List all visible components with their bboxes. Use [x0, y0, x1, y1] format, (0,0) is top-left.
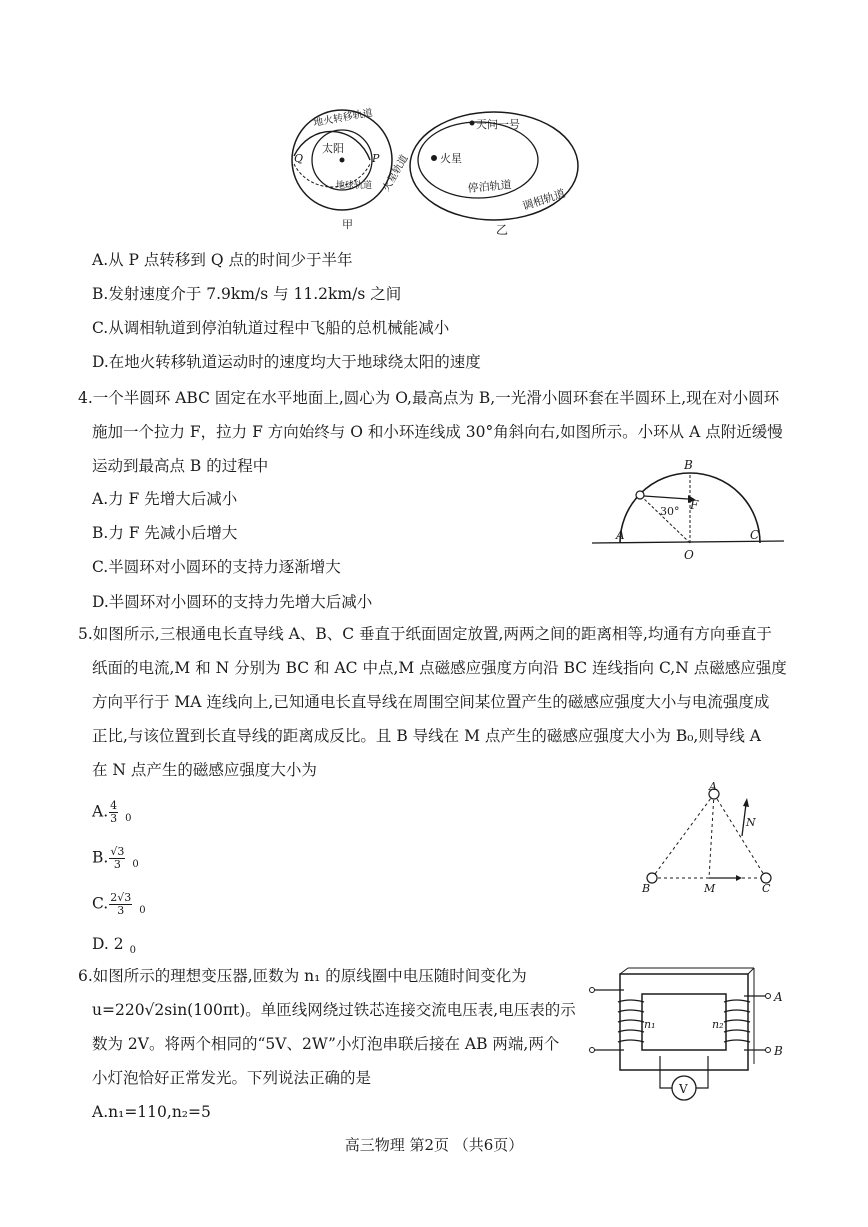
semicircle-figure — [588, 455, 788, 565]
primary-terminal-bottom — [590, 1048, 595, 1053]
label-b: B — [684, 458, 693, 472]
q5-option-b-prefix: B. — [92, 848, 109, 867]
yi-parking-label: 停泊轨道 — [467, 178, 513, 195]
q4-stem-line-2: 施加一个拉力 F，拉力 F 方向始终与 O 和小环连线成 30°角斜向右,如图所示。小环从 A 点附近缓慢 — [92, 423, 783, 441]
jia-point-p: P — [372, 152, 380, 165]
q5-option-b — [92, 846, 139, 875]
core-depth-2 — [748, 968, 754, 974]
q5-stem-line-4: 正比,与该位置到长直导线的距离成反比。且 B 导线在 M 点产生的磁感应强度大小为 B₀,则导线 A — [92, 727, 761, 745]
primary-coil — [618, 1000, 644, 1042]
jia-point-q: Q — [294, 152, 304, 165]
q5-option-c-fraction — [109, 892, 132, 917]
field-m-arrowhead — [736, 875, 742, 881]
yi-probe-label: 天问一号 — [476, 118, 520, 131]
transformer-figure — [584, 966, 784, 1106]
q5-option-a-num: 4 — [110, 799, 118, 812]
voltmeter-label: V — [679, 1082, 688, 1096]
yi-phasing-label: 调相轨道 — [520, 186, 567, 213]
page-footer: 高三物理 第2页 （共6页） — [344, 1136, 524, 1154]
label-b: B — [774, 1044, 783, 1058]
label-a: A — [774, 990, 783, 1004]
median-am — [709, 794, 714, 878]
q6-stem-line-2: u=220√2sin(100πt)。单匝线网绕过铁芯连接交流电压表,电压表的示 — [92, 1001, 576, 1019]
yi-mars-label: 火星 — [440, 152, 462, 165]
q5-option-a — [92, 800, 132, 829]
q5-option-c-num: 2√3 — [110, 891, 132, 904]
q5-stem-line-5: 在 N 点产生的磁感应强度大小为 — [92, 761, 317, 779]
q4-option-a: A.力 F 先增大后减小 — [92, 490, 238, 508]
label-a: A — [709, 782, 717, 793]
q4-stem-line-1: 4.一个半圆环 ABC 固定在水平地面上,圆心为 O,最高点为 B,一光滑小圆环套在半圆环上,现在对小圆环 — [78, 389, 780, 407]
q5-option-d — [92, 934, 136, 961]
q5-option-d-prefix: D. 2 — [92, 935, 124, 953]
q5-option-a-den: 3 — [110, 812, 118, 825]
core-depth-1 — [620, 968, 628, 974]
orbit-figure-jia — [284, 104, 424, 234]
edge-ac — [714, 794, 766, 878]
q5-option-b-den: 3 — [113, 858, 121, 871]
jia-earth-label: 地球轨道 — [336, 181, 373, 191]
probe-dot — [470, 121, 475, 126]
orbit-figure-yi — [406, 106, 586, 236]
q5-stem-line-1: 5.如图所示,三根通电长直导线 A、B、C 垂直于纸面固定放置,两两之间的距离相等,均通有方向垂直于 — [78, 625, 772, 643]
q4-option-c: C.半圆环对小圆环的支持力逐渐增大 — [92, 558, 341, 576]
q5-option-c-prefix: C. — [92, 894, 109, 913]
label-c: C — [750, 528, 760, 542]
q4-stem-line-3: 运动到最高点 B 的过程中 — [92, 457, 269, 475]
iron-core-outer — [620, 974, 748, 1070]
q5-stem-line-2: 纸面的电流,M 和 N 分别为 BC 和 AC 中点,M 点磁感应强度方向沿 BC 连线指向 C,N 点磁感应强度 — [92, 659, 787, 677]
q5-option-b-tail: 0 — [132, 858, 139, 870]
q6-stem-line-3: 数为 2V。将两个相同的“5V、2W”小灯泡串联后接在 AB 两端,两个 — [92, 1035, 560, 1053]
jia-transfer-label: 地火转移轨道 — [312, 107, 374, 129]
q6-stem-line-1: 6.如图所示的理想变压器,匝数为 n₁ 的原线圈中电压随时间变化为 — [78, 967, 527, 985]
label-angle: 30° — [660, 505, 680, 518]
jia-mars-label: 火星轨道 — [381, 153, 411, 194]
edge-ab — [652, 794, 714, 878]
q6-stem-line-4: 小灯泡恰好正常发光。下列说法正确的是 — [92, 1069, 372, 1087]
yi-caption: 乙 — [496, 223, 509, 236]
terminal-b — [766, 1048, 771, 1053]
label-a: A — [616, 528, 625, 542]
mars-dot — [431, 155, 437, 161]
secondary-coil — [724, 1000, 750, 1042]
q5-stem-line-3: 方向平行于 MA 连线向上,已知通电长直导线在周围空间某位置产生的磁感应强度大小与电流强度成 — [92, 693, 770, 711]
label-f: F — [690, 498, 699, 512]
label-m: M — [704, 882, 716, 895]
label-n: N — [746, 816, 756, 829]
label-c: C — [762, 882, 771, 895]
q5-option-c — [92, 892, 146, 921]
radius-o-ring — [640, 495, 690, 543]
q5-option-b-fraction — [109, 846, 125, 871]
q3-option-a: A.从 P 点转移到 Q 点的时间少于半年 — [92, 251, 353, 269]
q5-option-b-num: √3 — [110, 845, 125, 858]
label-n2: n₂ — [712, 1018, 724, 1031]
q5-option-a-prefix: A. — [92, 802, 109, 821]
q5-option-a-fraction — [109, 800, 118, 825]
triangle-wires-figure — [632, 782, 788, 900]
q5-option-c-tail: 0 — [139, 904, 146, 916]
q5-option-c-den: 3 — [117, 904, 125, 917]
terminal-a — [766, 994, 771, 999]
q5-option-d-tail: 0 — [129, 945, 136, 956]
q3-option-b: B.发射速度介于 7.9km/s 与 11.2km/s 之间 — [92, 285, 402, 303]
primary-terminal-top — [590, 988, 595, 993]
q3-option-c: C.从调相轨道到停泊轨道过程中飞船的总机械能减小 — [92, 319, 450, 337]
q3-option-d: D.在地火转移轨道运动时的速度均大于地球绕太阳的速度 — [92, 353, 481, 371]
jia-sun-label: 太阳 — [322, 142, 344, 155]
label-o: O — [684, 548, 694, 562]
label-b: B — [642, 882, 651, 895]
q5-option-a-tail: 0 — [125, 812, 132, 824]
small-ring — [636, 491, 644, 499]
label-n1: n₁ — [644, 1018, 656, 1031]
force-f-arrow — [644, 496, 688, 499]
q4-option-d: D.半圆环对小圆环的支持力先增大后减小 — [92, 593, 373, 611]
sun-dot — [340, 158, 345, 163]
q6-option-a: A.n₁=110,n₂=5 — [92, 1103, 211, 1121]
field-n-arrowhead — [743, 798, 749, 807]
q4-option-b: B.力 F 先减小后增大 — [92, 524, 238, 542]
jia-caption: 甲 — [342, 218, 353, 231]
